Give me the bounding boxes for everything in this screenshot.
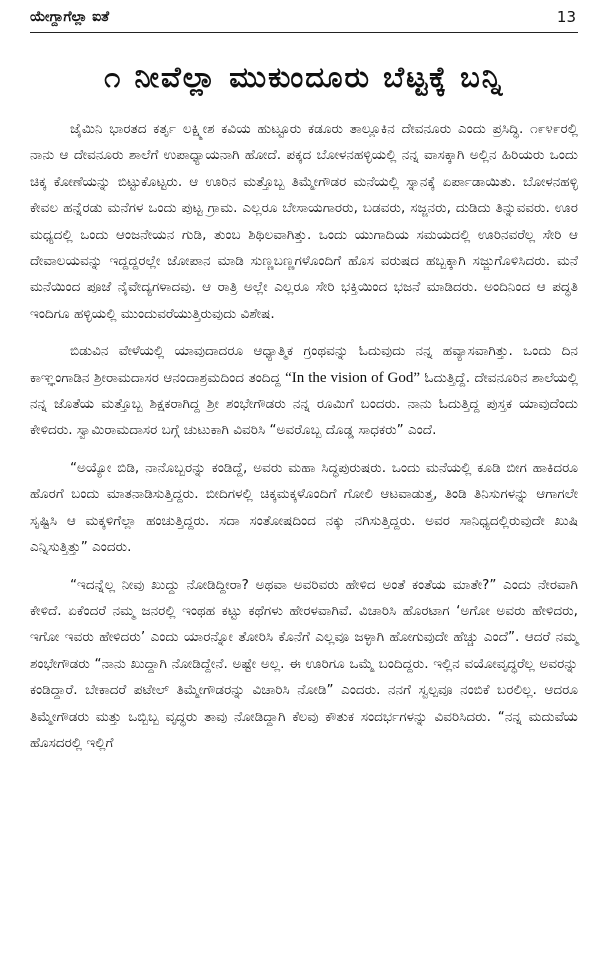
body-text [30,116,578,767]
paragraph-4: “ಇದನ್ನೆಲ್ಲ ನೀವು ಖುದ್ದು ನೋಡಿದ್ದೀರಾ? ಅಥವಾ ಅವರಿವರು ಹೇಳಿದ ಅಂತೆ ಕಂತೆಯ ಮಾತೇ?” ಎಂದು ನೇರವಾಗಿ ಕೇಳಿದೆ. ಏಕೆಂದರೆ ನಮ್ಮ ಜನರಲ್ಲಿ ಇಂಥಹ ಕಟ್ಟು ಕಥೆಗಳು ಹೇರಳವಾಗಿವೆ. ವಿಚಾರಿಸಿ ಹೊರಟಾಗ ‘ಅಗೋ ಅವರು ಹೇಳಿದರು, ಇಗೋ ಇವರು ಹೇಳಿದರು’ ಎಂದು ಯಾರನ್ನೋ ತೋರಿಸಿ ಕೊನೆಗೆ ಎಲ್ಲವೂ ಜಳ್ಳಾಗಿ ಹೋಗುವುದೇ ಹೆಚ್ಚು ಎಂದೆ”. ಆದರೆ ನಮ್ಮ ಶಂಭೇಗೌಡರು “ನಾನು ಖುದ್ದಾಗಿ ನೋಡಿದ್ದೇನೆ. ಅಷ್ಟೇ ಅಲ್ಲ. ಈ ಊರಿಗೂ ಒಮ್ಮೆ ಬಂದಿದ್ದರು. ಇಲ್ಲಿನ ವಯೋವೃದ್ಧರೆಲ್ಲ ಅವರನ್ನು ಕಂಡಿದ್ದಾರೆ. ಬೇಕಾದರೆ ಪಟೇಲ್ ತಿಮ್ಮೇಗೌಡರನ್ನು ವಿಚಾರಿಸಿ ನೋಡಿ” ಎಂದರು. ನನಗೆ ಸ್ವಲ್ಪವೂ ನಂಬಿಕೆ ಬರಲಿಲ್ಲ. ಆದರೂ ತಿಮ್ಮೇಗೌಡರು ಮತ್ತು ಒಬ್ಬಿಬ್ಬ ವೃದ್ಧರು ತಾವು ನೋಡಿದ್ದಾಗಿ ಕೆಲವು ಕೌತುಕ ಸಂದರ್ಭಗಳನ್ನು ವಿವರಿಸಿದರು. “ನನ್ನ ಮದುವೆಯ ಹೊಸದರಲ್ಲಿ ಇಲ್ಲಿಗೆ [30,576,578,751]
paragraph-2 [30,338,578,444]
paragraph-1: ಜೈಮಿನಿ ಭಾರತದ ಕರ್ತೃ ಲಕ್ಷ್ಮೀಶ ಕವಿಯ ಹುಟ್ಟೂರು ಕಡೂರು ತಾಲ್ಲೂಕಿನ ದೇವನೂರು ಎಂದು ಪ್ರಸಿದ್ಧಿ. ೧೯೪೯ರಲ್ಲಿ ನಾನು ಆ ದೇವನೂರು ಶಾಲೆಗೆ ಉಪಾಧ್ಯಾಯನಾಗಿ ಹೋದೆ. ಪಕ್ಕದ ಬೋಳನಹಳ್ಳಿಯಲ್ಲಿ ನನ್ನ ವಾಸಕ್ಕಾಗಿ ಅಲ್ಲಿನ ಹಿರಿಯರು ಒಂದು ಚಿಕ್ಕ ಕೋಣೆಯನ್ನು ಬಿಟ್ಟುಕೊಟ್ಟರು. ಆ ಊರಿನ ಮತ್ತೊಬ್ಬ ತಿಮ್ಮೇಗೌಡರ ಮನೆಯಲ್ಲಿ ಸ್ನಾನಕ್ಕೆ ಏರ್ಪಾಡಾಯಿತು. ಬೋಳನಹಳ್ಳಿ ಕೇವಲ ಹನ್ನೆರಡು ಮನೆಗಳ ಒಂದು ಪುಟ್ಟ ಗ್ರಾಮ. ಎಲ್ಲರೂ ಬೇಸಾಯಗಾರರು, ಬಡವರು, ಸಜ್ಜನರು, ದುಡಿದು ತಿನ್ನುವವರು. ಊರ ಮಧ್ಯದಲ್ಲಿ ಒಂದು ಆಂಜನೇಯನ ಗುಡಿ, ತುಂಬ ಶಿಥಿಲವಾಗಿತ್ತು. ಒಂದು ಯುಗಾದಿಯ ಸಮಯದಲ್ಲಿ ಊರಿನವರೆಲ್ಲ ಸೇರಿ ಆ ದೇವಾಲಯವನ್ನು ಇದ್ದದ್ದರಲ್ಲೇ ಜೋಪಾನ ಮಾಡಿ ಸುಣ್ಣಬಣ್ಣಗಳೊಂದಿಗೆ ಹೊಸ ವರುಷದ ಹಬ್ಬಕ್ಕಾಗಿ ಸಜ್ಜುಗೊಳಿಸಿದರು. ಮನೆ ಮನೆಯಿಂದ ಪೂಜೆ ನೈವೇದ್ಯಗಳಾದವು. ಆ ರಾತ್ರಿ ಅಲ್ಲೇ ಎಲ್ಲರೂ ಸೇರಿ ಭಕ್ತಿಯಿಂದ ಭಜನೆ ಮಾಡಿದರು. ಅಂದಿನಿಂದ ಆ ಪದ್ಧತಿ ಇಂದಿಗೂ ಹಳ್ಳಿಯಲ್ಲಿ ಮುಂದುವರೆಯುತ್ತಿರುವುದು ವಿಶೇಷ. [30,121,578,322]
paragraph-3: “ಅಯ್ಯೋ ಬಿಡಿ, ನಾನೊಬ್ಬರನ್ನು ಕಂಡಿದ್ದೆ, ಅವರು ಮಹಾ ಸಿದ್ಧಪುರುಷರು. ಒಂದು ಮನೆಯಲ್ಲಿ ಕೂಡಿ ಬೀಗ ಹಾಕಿದರೂ ಹೊರಗೆ ಬಂದು ಮಾತನಾಡಿಸುತ್ತಿದ್ದರು. ಬೀದಿಗಳಲ್ಲಿ ಚಿಕ್ಕಮಕ್ಕಳೊಂದಿಗೆ ಗೋಲಿ ಆಟವಾಡುತ್ತ, ತಿಂಡಿ ತಿನಿಸುಗಳನ್ನು ಆಗಾಗಲೇ ಸೃಷ್ಟಿಸಿ ಆ ಮಕ್ಕಳಿಗೆಲ್ಲಾ ಹಂಚುತ್ತಿದ್ದರು. ಸದಾ ಸಂತೋಷದಿಂದ ನಕ್ಕು ನಗಿಸುತ್ತಿದ್ದರು. ಅವರ ಸಾನಿಧ್ಯದಲ್ಲಿರುವುದೇ ಖುಷಿ ಎನ್ನಿಸುತ್ತಿತ್ತು” ಎಂದರು. [30,459,578,556]
book-title-english: “In the vision of God” [285,369,421,386]
running-title: ಯೇಗ್ದಾಗೆಲ್ಲಾ ಐತೆ [30,9,110,25]
running-header [30,8,578,33]
chapter-title: ೧ ನೀವೆಲ್ಲಾ ಮುಕುಂದೂರು ಬೆಟ್ಟಕ್ಕೆ ಬನ್ನಿ [104,60,504,94]
paragraph-2-text-after: ಓದುತ್ತಿದ್ದೆ. ದೇವನೂರಿನ ಶಾಲೆಯಲ್ಲಿ ನನ್ನ ಜೊತೆಯ ಮತ್ತೊಬ್ಬ ಶಿಕ್ಷಕರಾಗಿದ್ದ ಶ್ರೀ ಶಂಭೇಗೌಡರು ನನ್ನ ರೂಮಿಗೆ ಬಂದರು. ನಾನು ಓದುತ್ತಿದ್ದ ಪುಸ್ತಕ ಯಾವುದೆಂದು ಕೇಳಿದರು. ಸ್ವಾಮಿರಾಮದಾಸರ ಬಗ್ಗೆ ಚುಟುಕಾಗಿ ವಿವರಿಸಿ “ಅವರೊಬ್ಬ ದೊಡ್ಡ ಸಾಧಕರು” ಎಂದೆ. [30,369,578,439]
paragraph-2-text-before: ಬಿಡುವಿನ ವೇಳೆಯಲ್ಲಿ ಯಾವುದಾದರೂ ಆಧ್ಯಾತ್ಮಿಕ ಗ್ರಂಥವನ್ನು ಓದುವುದು ನನ್ನ ಹವ್ಯಾಸವಾಗಿತ್ತು. ಒಂದು ದಿನ ಕಾಞ್ಞಂಗಾಡಿನ ಶ್ರೀರಾಮದಾಸರ ಆನಂದಾಶ್ರಮದಿಂದ ತಂದಿದ್ದ [30,343,578,386]
page-number: 13 [556,8,576,26]
